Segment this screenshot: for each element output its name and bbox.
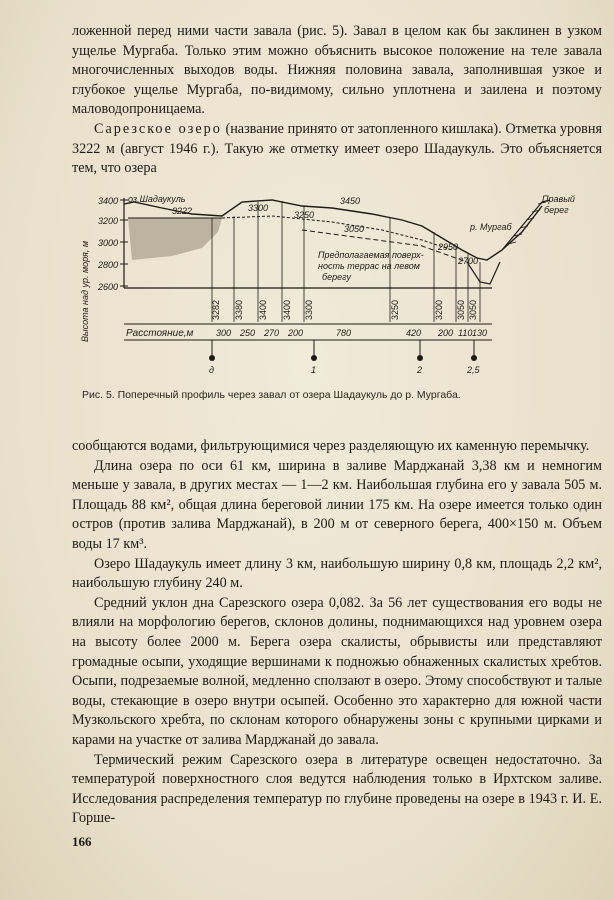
vmark: 3250 [390,299,400,320]
km-marker-label: 2 [417,365,423,375]
label-right-bank-1: Правый [542,194,575,204]
vmark: 3300 [304,299,314,320]
sarez-lake-term: Сарезское озеро [94,120,222,137]
label-terrace-3: берегу [322,272,352,282]
y-ticks [97,196,128,292]
paragraph-slope: Средний уклон дна Сарезского озера 0,082. За 56 лет существования его воды не влияли на морфологию берегов, склонов долины, поднимающихся над уровнем озера на высоту более 2000 м. Берега озера скалисты, обрывисты или представляют громадные осыпи, уходящие вершинами к подножью обнаженных скалистых хребтов. Осыпи, подрезаемые волной, медленно сползают в озеро. Этому способствуют и талые воды, стекающие в озеро внутри осыпей. Особенно это характерно для южной части Музкольского хребта, по склонам которого обнаружены зоны с крупными цирками и карами на участке от залива Марджанай до завала. [72,594,602,748]
sarez-lake-text: (название принято от затопленного кишлака). Отметка уровня 3222 м (август 1946 г.). Такую же отметку имеет озеро Шадаукуль. Это объясняется тем, что озера [72,120,602,177]
distance-value: 270 [264,328,280,338]
label-3222: 3222 [172,206,193,216]
profile-figure [72,192,602,377]
distance-value: 300 [216,328,232,338]
paragraph-shadaukul: Озеро Шадаукуль имеет длину 3 км, наибольшую ширину 0,8 км, площадь 2,2 км², наибольшую глубину 240 м. [72,555,602,592]
km-markers [209,340,481,375]
vmark: 3282 [211,299,221,320]
km-marker-label: 2,5 [467,365,480,375]
vertical-marks [211,300,478,320]
main-text-block [72,437,602,829]
label-river-murgab: р. Мургаб [470,222,512,232]
y-axis-label: Высота над ур. моря, м [80,240,90,342]
vmark: 3400 [258,299,268,320]
vmark: 3050 [468,299,478,320]
y-tick-label: 3200 [98,216,119,226]
distance-values [216,328,487,338]
label-3300: 3300 [248,203,269,213]
distance-value: 200 [438,328,454,338]
label-3050: 3050 [344,224,365,234]
km-marker-label: д [209,365,214,375]
label-lake-shadaukul: оз.Шадаукуль [128,194,186,204]
paragraph-thermal: Термический режим Сарезского озера в литературе освещен недостаточно. За температурой поверхностного слоя ведутся наблюдения только в Ирхтском заливе. Исследования распределения температур по глубине проведены на озере в 1943 г. И. Е. Горше- [72,751,602,827]
y-tick-label: 3000 [98,238,119,248]
label-terrace-2: ность террас на левом [318,261,420,271]
vmark: 3400 [282,299,292,320]
km-marker-label: 1 [311,365,317,375]
distance-label: Расстояние,м [126,328,194,339]
label-2700: 2700 [458,256,479,266]
distance-value: 420 [406,328,422,338]
label-3450: 3450 [340,196,361,206]
figure-caption: Рис. 5. Поперечный профиль через завал от озера Шадаукуль до р. Мургаба. [82,389,461,401]
label-terrace-1: Предполагаемая поверх- [318,250,424,260]
distance-value: 130 [472,328,488,338]
y-tick-label: 2600 [98,282,119,292]
distance-value: 780 [336,328,352,338]
top-text-block [72,22,602,179]
label-3250: 3250 [294,210,315,220]
label-right-bank-2: берег [544,205,569,215]
distance-value: 250 [240,328,256,338]
paragraph-filtration: сообщаются водами, фильтрующимися через разделяющую их каменную перемычку. [72,438,590,454]
page-number: 166 [72,834,92,849]
distance-value: 200 [288,328,304,338]
paragraph-1: ложенной перед ними части завала (рис. 5). Завал в целом как бы заклинен в узком ущелье Мургаба. Только этим можно объяснить высокое положение на теле завала многочисленных выходов воды. Нижняя половина завала, заполнившая узкое и глубокое ущелье Мургаба, по-видимому, сильно уплотнена и заилена и поэтому маловодопроницаема. [72,23,602,118]
vmark: 3200 [434,299,444,320]
label-2950: 2950 [438,242,459,252]
y-tick-label: 3400 [98,196,119,206]
paragraph-lake-length: Длина озера по оси 61 км, ширина в заливе Марджанай 3,38 км и немногим меньше у завала, в других местах — 1—2 км. Наибольшая глубина его у завала 505 м. Площадь 88 км², общая длина береговой линии 175 км. На озере имеется только один остров (против залива Марджанай), в 200 м от северного берега, 400×150 м. Объем воды 17 км³. [72,457,602,552]
distance-value: 110 [458,328,473,338]
vmark: 3050 [456,299,466,320]
y-tick-label: 2800 [98,260,119,270]
vmark: 3380 [234,299,244,320]
lake-water [128,218,222,260]
paragraph-sarez-lake [72,120,602,179]
